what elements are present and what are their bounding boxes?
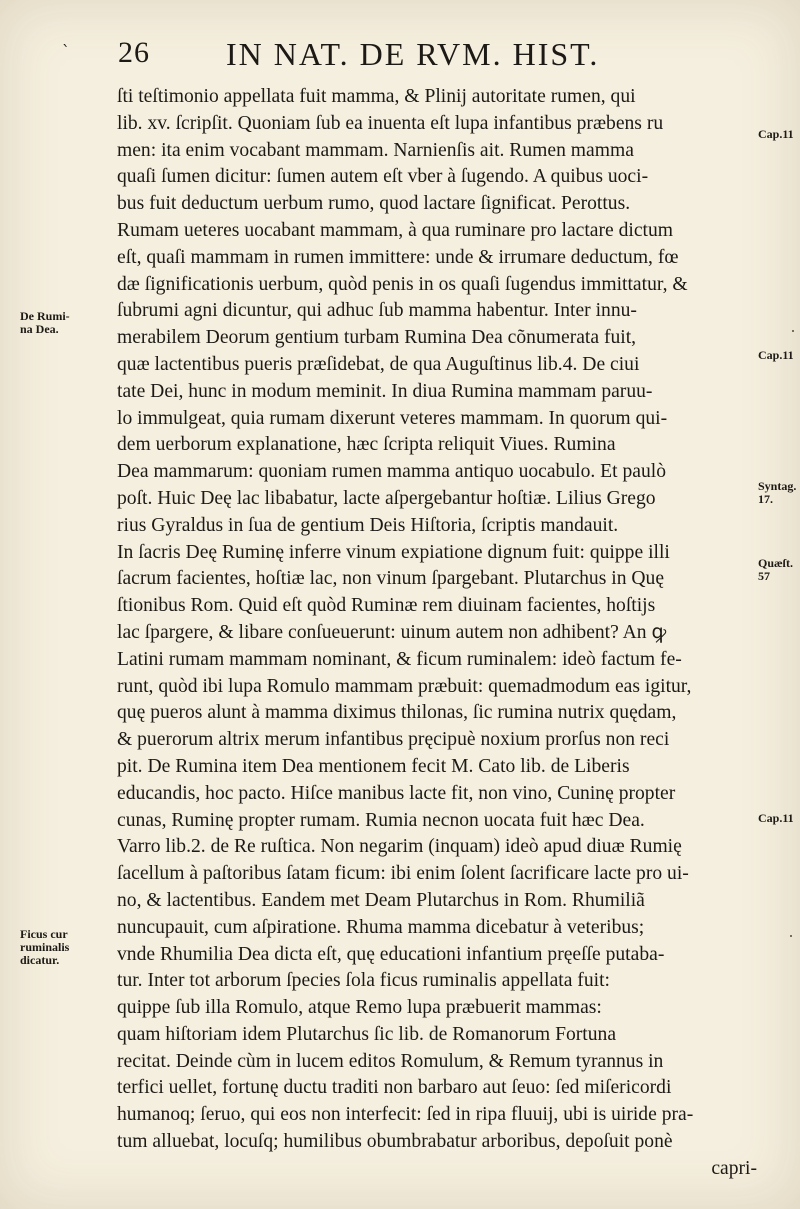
text-line: vnde Rhumilia Dea dicta eſt, quę educationi infantium pręeſſe putaba- <box>117 943 665 965</box>
catchword: capri- <box>711 1157 757 1179</box>
margin-note-text: Ficus cur ruminalis dicatur. <box>20 927 70 967</box>
margin-note-ficus-ruminalis <box>20 928 69 967</box>
margin-ref-quaest <box>758 557 793 583</box>
margin-note-text: De Rumi- na Dea. <box>20 309 70 336</box>
printer-mark: ` <box>62 42 70 61</box>
text-line: Varro lib.2. de Re ruſtica. Non negarim (inquam) ideò apud diuæ Rumię <box>117 836 682 858</box>
text-line: Rumam ueteres uocabant mammam, à qua ruminare pro lactare dictum <box>117 219 674 241</box>
text-line: In ſacris Deę Ruminę inferre vinum expiatione dignum fuit: quippe illi <box>117 541 670 563</box>
text-line: terfici uellet, fortunę ductu traditi non barbaro aut ſeuo: ſed miſericordi <box>117 1077 672 1099</box>
text-line: dem uerborum explanatione, hæc ſcripta reliquit Viues. Rumina <box>117 434 616 456</box>
text-line: pit. De Rumina item Dea mentionem fecit M. Cato lib. de Liberis <box>117 755 630 777</box>
text-line: cunas, Ruminę propter rumam. Rumia necnon uocata fuit hæc Dea. <box>117 809 645 831</box>
page-number: 26 <box>118 36 150 69</box>
text-line: quam hiſtoriam idem Plutarchus ſic lib. de Romanorum Fortuna <box>117 1023 617 1045</box>
margin-note-de-rumina-dea <box>20 310 70 336</box>
text-line: men: ita enim vocabant mammam. Narnienſis ait. Rumen mamma <box>117 139 634 161</box>
text-line: lib. xv. ſcripſit. Quoniam ſub ea inuenta eſt lupa infantibus præbens ru <box>117 112 664 134</box>
text-line: ſacellum à paſtoribus ſatam ficum: ibi enim ſolent ſacrificare lacte pro ui- <box>117 863 689 885</box>
body-text <box>117 84 757 1183</box>
text-line: ſacrum facientes, hoſtiæ lac, non vinum ſpargebant. Plutarchus in Quę <box>117 568 665 590</box>
page-header <box>0 30 800 80</box>
text-line: Dea mammarum: quoniam rumen mamma antiquo uocabulo. Et paulò <box>117 461 667 483</box>
margin-ref-cap-2 <box>758 349 794 362</box>
text-line: ſtionibus Rom. Quid eſt quòd Ruminæ rem diuinam facientes, hoſtijs <box>117 595 656 617</box>
text-line: quæ lactentibus pueris præſidebat, de qua Auguſtinus lib.4. De ciui <box>117 353 640 375</box>
text-line: merabilem Deorum gentium turbam Rumina Dea cõnumerata fuit, <box>117 327 637 349</box>
text-line: rius Gyraldus in ſua de gentium Deis Hiſtoria, ſcriptis mandauit. <box>117 514 619 536</box>
text-line: Latini rumam mammam nominant, & ficum ruminalem: ideò factum fe- <box>117 648 682 670</box>
margin-ref-text: Quæſt. 57 <box>758 556 794 583</box>
margin-ref-cap-3 <box>758 812 794 825</box>
margin-ref-cap-1 <box>758 128 794 141</box>
text-line: no, & lactentibus. Eandem met Deam Plutarchus in Rom. Rhumiliã <box>117 889 645 911</box>
text-line: dæ ſignificationis uerbum, quòd penis in os quaſi ſugendus immittatur, & <box>117 273 688 295</box>
margin-ref-text: Cap.11 <box>758 348 794 362</box>
ink-speck <box>792 330 794 332</box>
margin-ref-text: Cap.11 <box>758 127 794 141</box>
text-line: ſti teſtimonio appellata fuit mamma, & Plinij autoritate rumen, qui <box>117 86 636 107</box>
text-line: ſubrumi agni dicuntur, qui adhuc ſub mamma habentur. Inter innu- <box>117 300 637 322</box>
text-line: humanoq; ſeruo, qui eos non interfecit: ſed in ripa fluuij, ubi is uiride pra- <box>117 1104 694 1126</box>
text-line: bus fuit deductum uerbum rumo, quod lactare ſignificat. Perottus. <box>117 193 631 215</box>
text-line: educandis, hoc pacto. Hiſce manibus lacte fit, non vino, Cuninę propter <box>117 782 676 804</box>
text-line: poſt. Huic Deę lac libabatur, lacte aſpergebantur hoſtiæ. Lilius Grego <box>117 487 656 509</box>
text-line: tate Dei, hunc in modum meminit. In diua Rumina mammam paruu- <box>117 380 653 402</box>
text-line: quippe ſub illa Romulo, atque Remo lupa præbuerit mammas: <box>117 997 602 1019</box>
margin-ref-syntag <box>758 480 796 506</box>
text-line: & puerorum altrix merum infantibus pręcipuè noxium prorſus non reci <box>117 729 670 751</box>
text-line: lac ſpargere, & libare conſueuerunt: uinum autem non adhibent? An ꝙ <box>117 621 667 643</box>
running-title: IN NAT. DE RVM. HIST. <box>226 36 600 72</box>
text-line: recitat. Deinde cùm in lucem editos Romulum, & Remum tyrannus in <box>117 1050 664 1072</box>
text-line: nuncupauit, cum aſpiratione. Rhuma mamma dicebatur à veteribus; <box>117 916 645 938</box>
text-line: quę pueros alunt à mamma diximus thilonas, ſic rumina nutrix quędam, <box>117 702 677 724</box>
text-line: eſt, quaſi mammam in rumen immittere: unde & irrumare deductum, fœ <box>117 246 679 268</box>
margin-ref-text: Cap.11 <box>758 811 794 825</box>
text-line: tum alluebat, locuſq; humilibus obumbrabatur arboribus, depoſuit ponè <box>117 1131 673 1153</box>
text-line: quaſi ſumen dicitur: ſumen autem eſt vber à ſugendo. A quibus uoci- <box>117 166 649 188</box>
margin-ref-text: Syntag. 17. <box>758 479 797 506</box>
text-line: tur. Inter tot arborum ſpecies ſola ficus ruminalis appellata fuit: <box>117 970 610 992</box>
ink-speck <box>790 935 792 937</box>
text-line: lo immulgeat, quia rumam dixerunt veteres mammam. In quorum qui- <box>117 407 668 429</box>
text-line: runt, quòd ibi lupa Romulo mammam præbuit: quemadmodum eas igitur, <box>117 675 692 697</box>
